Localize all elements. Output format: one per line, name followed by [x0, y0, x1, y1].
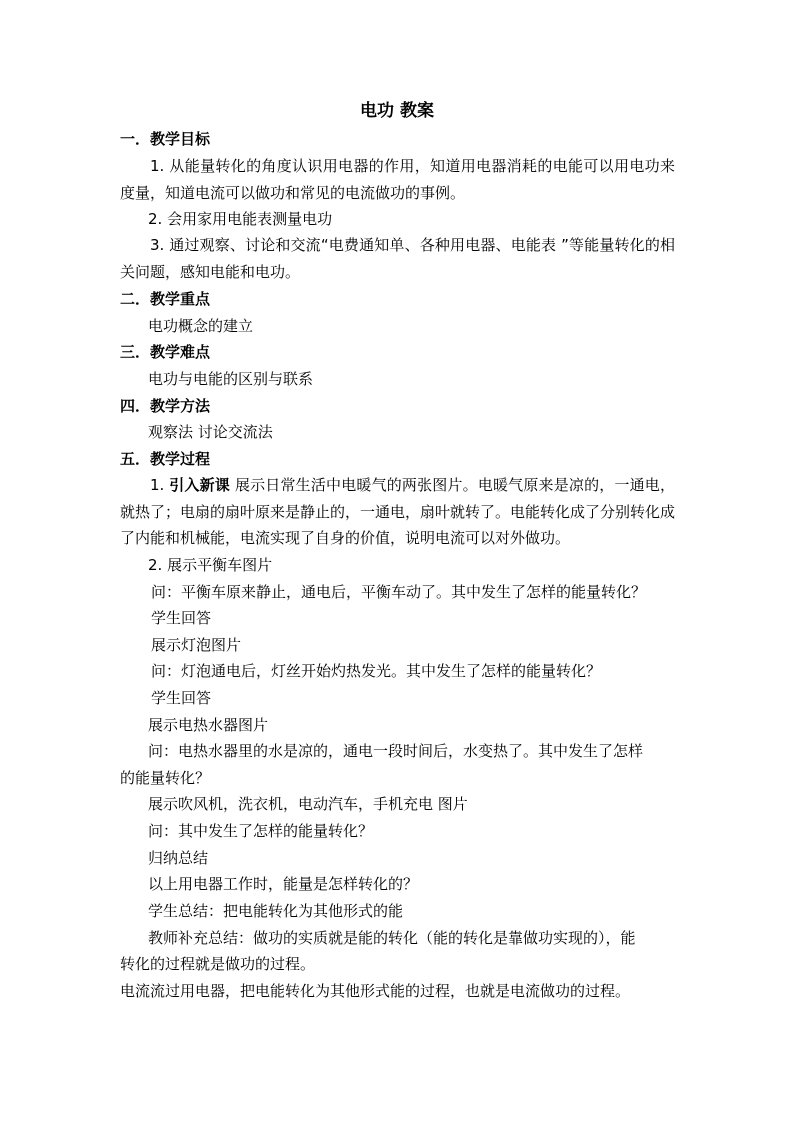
answer-1: 学生回答 [151, 609, 212, 627]
summary-label: 归纳总结 [148, 849, 209, 867]
methods-heading: 四．教学方法 [120, 397, 211, 415]
step-1-text: 展示日常生活中电暖气的两张图片。电暖气原来是凉的，一通电，就热了；电扇的扇叶原来是静止的，一通电，扇叶就转了。电能转化成了分别转化成了内能和机械能，电流实现了自身的价值，说明电流可以对外做功。 [120, 476, 676, 547]
difficulties-text: 电功与电能的区别与联系 [148, 370, 314, 388]
process-heading: 五．教学过程 [120, 450, 211, 468]
step-1-number: 1. [150, 476, 170, 494]
goals-heading: 一．教学目标 [120, 130, 211, 148]
difficulties-heading: 三．教学难点 [120, 343, 211, 361]
goal-1-paragraph: 1. 从能量转化的角度认识用电器的作用，知道用电器消耗的电能可以用电功来度量，知道电流可以做功和常见的电流做功的事例。 [120, 157, 675, 202]
question-1: 问：平衡车原来静止，通电后，平衡车动了。其中发生了怎样的能量转化？ [151, 583, 647, 601]
process-step-1-paragraph [120, 472, 675, 552]
summary-question: 以上用电器工作时，能量是怎样转化的？ [148, 875, 419, 893]
methods-text: 观察法 讨论交流法 [148, 423, 273, 441]
question-2: 问：灯泡通电后，灯丝开始灼热发光。其中发生了怎样的能量转化？ [151, 662, 602, 680]
show-heater-text: 展示电热水器图片 [148, 716, 269, 734]
goal-3-paragraph: 3. 通过观察、讨论和交流“电费通知单、各种用电器、电能表 ”等能量转化的相关问题，感知电能和电功。 [120, 236, 675, 281]
question-3-line-1: 问：电热水器里的水是凉的，通电一段时间后，水变热了。其中发生了怎样 [148, 742, 644, 760]
process-step-2: 2. 展示平衡车图片 [148, 556, 273, 574]
answer-2: 学生回答 [151, 689, 212, 707]
key-points-text: 电功概念的建立 [148, 317, 254, 335]
key-points-heading: 二．教学重点 [120, 290, 211, 308]
conclusion-text: 电流流过用电器，把电能转化为其他形式能的过程，也就是电流做功的过程。 [120, 982, 631, 1000]
step-1-label: 引入新课 [169, 476, 230, 494]
teacher-summary-line-1: 教师补充总结：做功的实质就是能的转化（能的转化是靠做功实现的），能 [148, 929, 636, 947]
show-others-text: 展示吹风机，洗衣机，电动汽车，手机充电 图片 [148, 795, 468, 813]
question-3-line-2: 的能量转化？ [120, 769, 211, 787]
page-title: 电功 教案 [360, 101, 434, 121]
teacher-summary-line-2: 转化的过程就是做功的过程。 [120, 955, 316, 973]
student-summary: 学生总结：把电能转化为其他形式的能 [148, 902, 404, 920]
question-4: 问：其中发生了怎样的能量转化？ [148, 822, 374, 840]
goal-2-text: 2. 会用家用电能表测量电功 [148, 210, 333, 228]
show-bulb-text: 展示灯泡图片 [151, 636, 242, 654]
